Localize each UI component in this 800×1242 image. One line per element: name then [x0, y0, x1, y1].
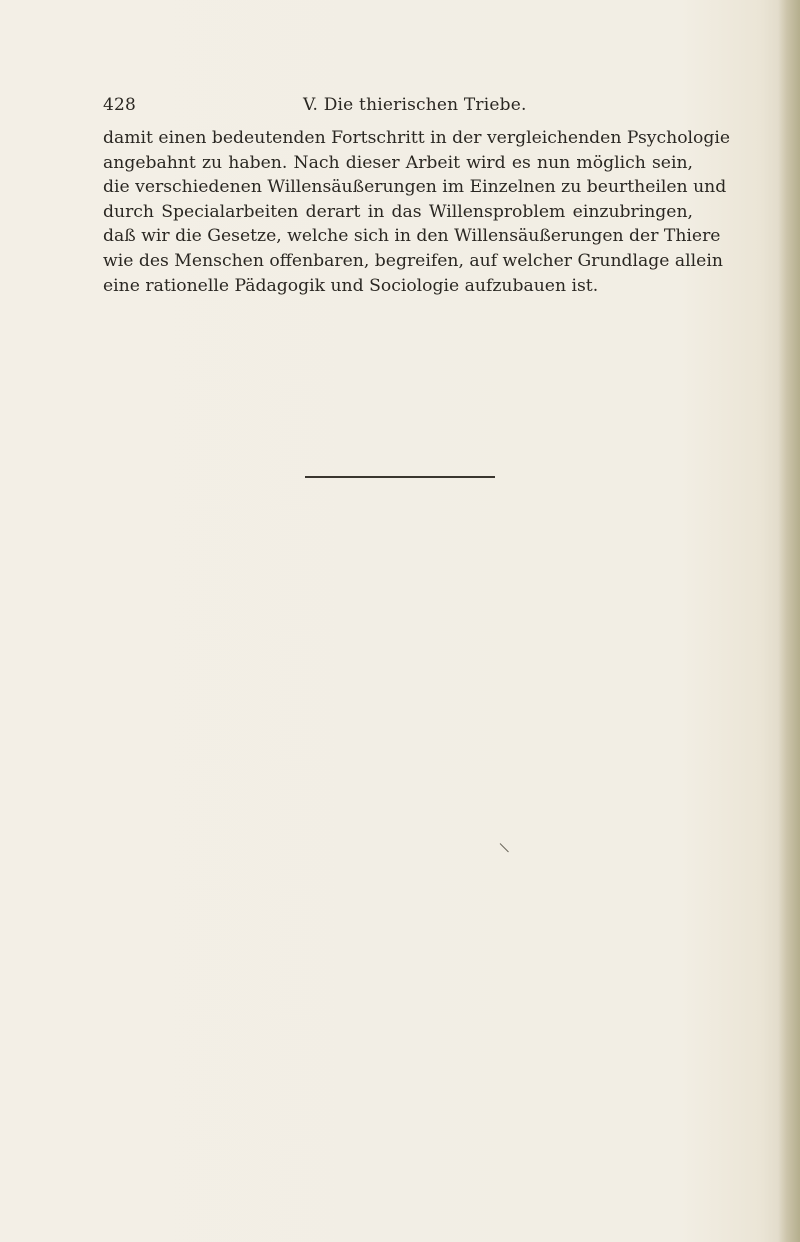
running-title: V. Die thierischen Triebe. [303, 95, 527, 115]
text-line: eine rationelle Pädagogik und Sociologie aufzubauen ist. [103, 275, 599, 296]
text-line: die verschiedenen Willensäußerungen im Einzelnen zu beurtheilen und [103, 177, 727, 198]
section-end-rule [305, 476, 495, 478]
page-number: 428 [103, 95, 137, 115]
text-line: angebahnt zu haben. Nach dieser Arbeit wird es nun möglich sein, [103, 152, 693, 173]
text-line: daß wir die Gesetze, welche sich in den Willensäußerungen der Thiere [103, 226, 721, 247]
text-line: damit einen bedeutenden Fortschritt in der vergleichenden Psychologie [103, 128, 731, 148]
page-edge-shadow [778, 0, 800, 1242]
stray-mark [500, 843, 509, 852]
page-header [103, 95, 693, 121]
body-paragraph [103, 126, 731, 298]
text-line: wie des Menschen offenbaren, begreifen, auf welcher Grundlage allein [103, 250, 723, 271]
text-line: durch Specialarbeiten derart in das Willensproblem einzubringen, [103, 201, 693, 222]
